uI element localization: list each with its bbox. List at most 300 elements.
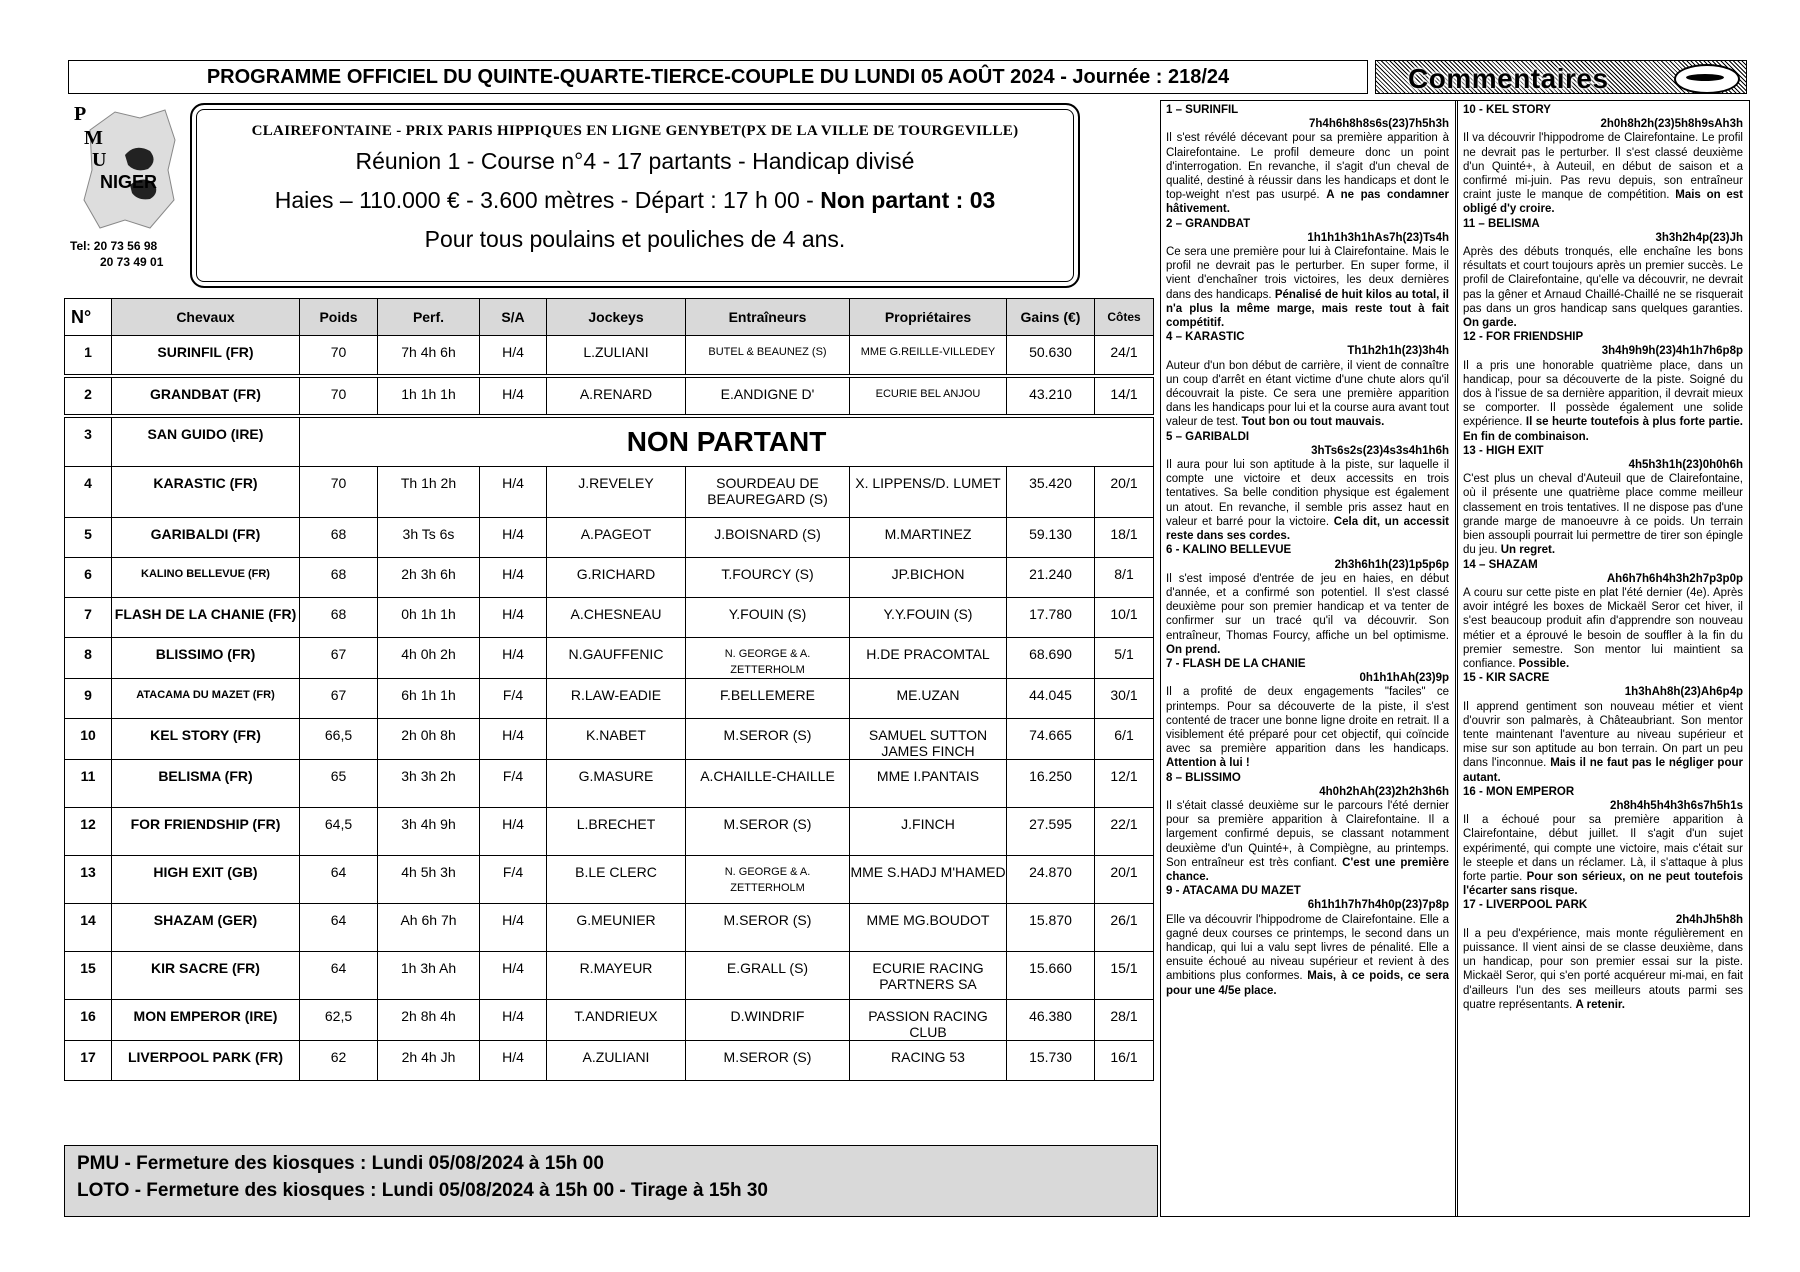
comment-horse-title: 11 – BELISMA: [1463, 217, 1540, 230]
trainer: Y.FOUIN (S): [686, 598, 850, 638]
comment-text: [1166, 685, 1449, 770]
comment-verdict: On garde.: [1463, 317, 1517, 330]
comment-body: Il s'est révélé décevant pour sa première apparition à Clairefontaine. Le profil demeure donc un point d'interrogation. En revanche, il s'agit d'un cheval de qualité, destiné à réussir dans les handicaps et dont le top-weight n'est pas usurpé.: [1166, 132, 1449, 202]
comments-panel: [1160, 100, 1750, 1217]
owner: JP.BICHON: [850, 558, 1007, 598]
runner-number: 4: [65, 467, 112, 518]
non-partant-label: NON PARTANT: [300, 416, 1154, 467]
comment-perf-record: Ah6h7h6h4h3h2h7p3p0p: [1606, 572, 1743, 585]
owner: Y.Y.FOUIN (S): [850, 598, 1007, 638]
weight: 64,5: [300, 808, 378, 856]
comment-text: [1463, 472, 1743, 557]
footer-pmu: PMU - Fermeture des kiosques : Lundi 05/08/2024 à 15h 00: [77, 1153, 604, 1174]
table-row: [65, 416, 1154, 467]
earnings: 15.660: [1007, 952, 1095, 1000]
horse-name: KARASTIC (FR): [112, 467, 300, 518]
sex-age: H/4: [480, 952, 547, 1000]
comment-verdict: Mais on est obligé d'y croire.: [1463, 189, 1743, 216]
comment-verdict: Cela dit, un accessit reste dans ses cordes.: [1166, 515, 1449, 543]
col-header-number: N°: [65, 299, 112, 336]
weight: 62: [300, 1041, 378, 1081]
earnings: 24.870: [1007, 856, 1095, 904]
jockey: K.NABET: [547, 719, 686, 760]
table-row: [65, 336, 1154, 376]
odds: 18/1: [1095, 518, 1154, 558]
page-title: PROGRAMME OFFICIEL DU QUINTE-QUARTE-TIERCE-COUPLE DU LUNDI 05 AOÛT 2024 - Journée : 218/24: [68, 60, 1368, 94]
comment-perf-record: 2h4hJh5h8h: [1675, 913, 1743, 926]
comment-body: Auteur d'un bon début de carrière, il vient de connaître un coup d'arrêt en étant victime d'une chute alors qu'il découvrait la piste. Ce sera une première apparition dans les handicaps pour lui et la course aura avant tout valeur de test.: [1166, 359, 1449, 429]
jockey: A.RENARD: [547, 376, 686, 416]
odds: 8/1: [1095, 558, 1154, 598]
performance: 2h 0h 8h: [378, 719, 480, 760]
sex-age: F/4: [480, 679, 547, 719]
logo-word-niger: NIGER: [100, 172, 158, 192]
odds: 22/1: [1095, 808, 1154, 856]
comment-horse-title: 10 - KEL STORY: [1463, 104, 1551, 116]
earnings: 59.130: [1007, 518, 1095, 558]
runner-number: 16: [65, 1000, 112, 1041]
runner-number: 3: [65, 416, 112, 467]
sex-age: H/4: [480, 376, 547, 416]
odds: 20/1: [1095, 467, 1154, 518]
runner-number: 13: [65, 856, 112, 904]
horse-name: KALINO BELLEVUE (FR): [112, 558, 300, 598]
jockey: G.RICHARD: [547, 558, 686, 598]
col-header-weight: Poids: [300, 299, 378, 336]
owner: MME MG.BOUDOT: [850, 904, 1007, 952]
horse-name: HIGH EXIT (GB): [112, 856, 300, 904]
odds: 28/1: [1095, 1000, 1154, 1041]
earnings: 17.780: [1007, 598, 1095, 638]
race-meeting: Réunion 1 - Course n°4 - 17 partants - Handicap divisé: [355, 148, 915, 174]
comment-text: [1166, 359, 1449, 430]
jockey: B.LE CLERC: [547, 856, 686, 904]
brand-logo-icon: [1674, 64, 1740, 94]
horse-name: BLISSIMO (FR): [112, 638, 300, 679]
odds: 12/1: [1095, 760, 1154, 808]
horse-name: KEL STORY (FR): [112, 719, 300, 760]
comment-horse-title: 14 – SHAZAM: [1463, 558, 1538, 571]
comment-body: Il a peu d'expérience, mais monte régulièrement en puissance. Il vient ainsi de se classe deuxième, dans un handicap, pour son premier essai sur la piste. Mickaël Seror, qui s'en porté acquéreur mi-mai, en fait d'ailleurs l'un des ses meilleurs atouts parmi ses quatre représentants.: [1463, 927, 1743, 1011]
runner-number: 15: [65, 952, 112, 1000]
comment-body: Il va découvrir l'hippodrome de Clairefontaine. Le profil ne devrait pas le perturber. Il s'est classé deuxième d'un Quinté+, à Auteuil, en début de saison et a confirmé mi-juin. Pas revu depuis, son entraîneur craint juste le manque de compétition.: [1463, 132, 1743, 202]
logo-letter-p: P: [74, 103, 87, 125]
comment-text: [1166, 799, 1449, 884]
trainer: M.SEROR (S): [686, 808, 850, 856]
comments-column-2: [1455, 101, 1749, 1216]
comment-body: Il a pris une honorable quatrième place, dans un handicap, pour sa découverte de la piste. Soigné du dos à l'issue de sa dernière apparition, il devrait mieux se comporter. Il possède également une solide expérience.: [1463, 359, 1743, 429]
comment-verdict: A ne pas condamner hâtivement.: [1166, 189, 1449, 216]
footer-loto: LOTO - Fermeture des kiosques : Lundi 05/08/2024 à 15h 00 - Tirage à 15h 30: [77, 1180, 768, 1201]
trainer: N. GEORGE & A. ZETTERHOLM: [686, 638, 850, 679]
runner-number: 12: [65, 808, 112, 856]
runner-number: 6: [65, 558, 112, 598]
odds: 26/1: [1095, 904, 1154, 952]
weight: 62,5: [300, 1000, 378, 1041]
jockey: A.ZULIANI: [547, 1041, 686, 1081]
trainer: E.GRALL (S): [686, 952, 850, 1000]
comment-horse-title: 8 – BLISSIMO: [1166, 771, 1241, 784]
odds: 20/1: [1095, 856, 1154, 904]
horse-name: GRANDBAT (FR): [112, 376, 300, 416]
performance: 7h 4h 6h: [378, 336, 480, 376]
odds: 6/1: [1095, 719, 1154, 760]
comment-text: [1166, 572, 1449, 657]
runner-number: 5: [65, 518, 112, 558]
sex-age: H/4: [480, 1041, 547, 1081]
jockey: J.REVELEY: [547, 467, 686, 518]
odds: 16/1: [1095, 1041, 1154, 1081]
comment-perf-record: 3h3h2h4p(23)Jh: [1655, 231, 1743, 244]
comment-verdict: Un regret.: [1500, 544, 1556, 557]
comment-entry: [1166, 657, 1449, 771]
owner: MME G.REILLE-VILLEDEY: [850, 336, 1007, 376]
performance: 3h Ts 6s: [378, 518, 480, 558]
comment-body: C'est plus un cheval d'Auteuil que de Clairefontaine, où il présente une quatrième place comme meilleur classement en trois tentatives. Il ne dispose pas d'une grande marge de manoeuvre à ce poids. Un terrain bien assoupli pourrait lui permettre de tirer son épingle du jeu.: [1463, 473, 1743, 557]
comment-perf-record: Th1h2h1h(23)3h4h: [1347, 345, 1449, 358]
runners-table: [64, 298, 1154, 1081]
sex-age: H/4: [480, 808, 547, 856]
sex-age: H/4: [480, 904, 547, 952]
table-row: [65, 518, 1154, 558]
sex-age: H/4: [480, 1000, 547, 1041]
runner-number: 17: [65, 1041, 112, 1081]
comment-body: A couru sur cette piste en plat l'été dernier (4e). Après avoir intégré les boxes de Mickaël Seror cet hiver, il s'est beaucoup produit afin d'apprendre son nouveau métier et a éprouvé le besoin de souffler à la fin du premier semestre. Son mentor lui maintient sa confiance.: [1463, 586, 1743, 670]
odds: 14/1: [1095, 376, 1154, 416]
horse-name: ATACAMA DU MAZET (FR): [112, 679, 300, 719]
comment-horse-title: 6 - KALINO BELLEVUE: [1166, 544, 1292, 557]
runner-number: 9: [65, 679, 112, 719]
trainer: N. GEORGE & A. ZETTERHOLM: [686, 856, 850, 904]
comment-entry: [1166, 771, 1449, 885]
phone-line-2: 20 73 49 01: [100, 255, 164, 269]
performance: 4h 5h 3h: [378, 856, 480, 904]
comment-text: [1463, 245, 1743, 330]
comment-perf-record: 2h8h4h5h4h3h6s7h5h1s: [1610, 799, 1743, 812]
trainer: M.SEROR (S): [686, 1041, 850, 1081]
col-header-horses: Chevaux: [112, 299, 300, 336]
col-header-owners: Propriétaires: [850, 299, 1007, 336]
sex-age: F/4: [480, 856, 547, 904]
jockey: T.ANDRIEUX: [547, 1000, 686, 1041]
runner-number: 10: [65, 719, 112, 760]
performance: 2h 3h 6h: [378, 558, 480, 598]
odds: 10/1: [1095, 598, 1154, 638]
trainer: T.FOURCY (S): [686, 558, 850, 598]
table-row: [65, 1000, 1154, 1041]
owner: X. LIPPENS/D. LUMET: [850, 467, 1007, 518]
weight: 66,5: [300, 719, 378, 760]
table-row: [65, 558, 1154, 598]
comment-horse-title: 16 - MON EMPEROR: [1463, 785, 1575, 798]
kiosk-closing-footer: [64, 1145, 1158, 1217]
comment-entry: [1463, 671, 1743, 785]
sex-age: H/4: [480, 638, 547, 679]
performance: 6h 1h 1h: [378, 679, 480, 719]
jockey: R.LAW-EADIE: [547, 679, 686, 719]
performance: 4h 0h 2h: [378, 638, 480, 679]
horse-name: FOR FRIENDSHIP (FR): [112, 808, 300, 856]
col-header-jockeys: Jockeys: [547, 299, 686, 336]
table-row: [65, 638, 1154, 679]
owner: ECURIE BEL ANJOU: [850, 376, 1007, 416]
col-header-trainers: Entraîneurs: [686, 299, 850, 336]
comment-body: Elle va découvrir l'hippodrome de Clairefontaine. Elle a gagné deux courses ce printemps, le second dans un handicap, qui lui a valu sept livres de pénalité. Elle a ensuite échoué au niveau supérieur et revient à des ambitions plus conformes.: [1166, 913, 1449, 983]
comment-body: Il s'était classé deuxième sur le parcours l'été dernier pour sa première apparition à Clairefontaine. Il a largement confirmé depuis, se classant notamment deuxième d'un Quinté+, à Compiègne, au printemps. Son entraîneur est très confiant.: [1166, 799, 1449, 869]
trainer: M.SEROR (S): [686, 904, 850, 952]
owner: RACING 53: [850, 1041, 1007, 1081]
comments-column-1: [1161, 101, 1455, 1216]
comment-text: [1463, 813, 1743, 898]
comment-body: Il a échoué pour sa première apparition à Clairefontaine, début juillet. Il s'agit d'un sujet expérimenté, qui compte une victoire, mais c'était sur le steeple et dans un réclamer. Là, il s'attaque à plus forte partie.: [1463, 814, 1743, 883]
non-partant-note: Non partant : 03: [820, 187, 996, 213]
table-row: [65, 467, 1154, 518]
comment-horse-title: 5 – GARIBALDI: [1166, 430, 1250, 443]
weight: 68: [300, 518, 378, 558]
comment-text: [1166, 458, 1449, 543]
owner: ECURIE RACING PARTNERS SA: [850, 952, 1007, 1000]
comment-perf-record: 4h5h3h1h(23)0h0h6h: [1628, 459, 1743, 472]
weight: 67: [300, 638, 378, 679]
table-row: [65, 952, 1154, 1000]
comment-perf-record: 2h0h8h2h(23)5h8h9sAh3h: [1600, 118, 1743, 131]
earnings: 15.730: [1007, 1041, 1095, 1081]
runner-number: 2: [65, 376, 112, 416]
race-venue-prize: CLAIREFONTAINE - PRIX PARIS HIPPIQUES EN LIGNE GENYBET(PX DE LA VILLE DE TOURGEVILLE): [251, 123, 1019, 139]
comment-verdict: Pénalisé de huit kilos au total, il n'a plus la même marge, mais reste tout à fait compétitif.: [1166, 288, 1449, 330]
weight: 68: [300, 598, 378, 638]
comment-perf-record: 3hTs6s2s(23)4s3s4h1h6h: [1311, 444, 1449, 457]
comment-verdict: A retenir.: [1575, 998, 1625, 1011]
comment-horse-title: 9 - ATACAMA DU MAZET: [1166, 885, 1301, 898]
comment-horse-title: 1 – SURINFIL: [1166, 104, 1239, 116]
logo-letter-m: M: [84, 127, 103, 149]
comment-perf-record: 1h1h1h3h1hAs7h(23)Ts4h: [1307, 231, 1449, 244]
comment-text: [1463, 586, 1743, 671]
comment-entry: [1166, 884, 1449, 998]
comment-perf-record: 7h4h6h8h8s6s(23)7h5h3h: [1309, 118, 1449, 131]
odds: 5/1: [1095, 638, 1154, 679]
table-row: [65, 760, 1154, 808]
jockey: L.BRECHET: [547, 808, 686, 856]
comment-text: [1166, 245, 1449, 330]
table-row: [65, 679, 1154, 719]
owner: M.MARTINEZ: [850, 518, 1007, 558]
comment-verdict: Attention à lui !: [1166, 757, 1250, 770]
race-eligibility: Pour tous poulains et pouliches de 4 ans.: [424, 226, 846, 252]
runner-number: 1: [65, 336, 112, 376]
comment-text: [1463, 359, 1743, 444]
table-row: [65, 904, 1154, 952]
comment-horse-title: 12 - FOR FRIENDSHIP: [1463, 331, 1584, 344]
comment-body: Il s'est imposé d'entrée de jeu en haies, en début d'année, et a confirmé son potentiel. Il s'est classé deuxième pour son premier handicap et va tenter de confirmer sur un tracé qu'il va découvrir. Son entraîneur, Thomas Fourcy, affiche un bel optimisme.: [1166, 572, 1449, 642]
trainer: E.ANDIGNE D': [686, 376, 850, 416]
trainer: D.WINDRIF: [686, 1000, 850, 1041]
comment-perf-record: 4h0h2hAh(23)2h2h3h6h: [1319, 785, 1449, 798]
comment-entry: [1463, 785, 1743, 899]
comment-verdict: Possible.: [1518, 657, 1570, 670]
comment-body: Ce sera une première pour lui à Clairefontaine. Mais le profil ne devrait pas le perturber. En super forme, il vient d'enchaîner trois victoires, les deux dernières dans des handicaps.: [1166, 246, 1449, 301]
runner-number: 14: [65, 904, 112, 952]
comment-entry: [1463, 558, 1743, 672]
table-row: [65, 376, 1154, 416]
comment-verdict: Mais, à ce poids, ce sera pour une 4/5e place.: [1166, 970, 1449, 997]
earnings: 46.380: [1007, 1000, 1095, 1041]
horse-name: KIR SACRE (FR): [112, 952, 300, 1000]
performance: Ah 6h 7h: [378, 904, 480, 952]
trainer: F.BELLEMERE: [686, 679, 850, 719]
comment-verdict: Il se heurte toutefois à plus forte partie. En fin de combinaison.: [1463, 416, 1743, 443]
earnings: 16.250: [1007, 760, 1095, 808]
sex-age: H/4: [480, 336, 547, 376]
comment-entry: [1463, 898, 1743, 1012]
jockey: G.MASURE: [547, 760, 686, 808]
race-conditions: [192, 187, 1078, 214]
phone-line-1: Tel: 20 73 56 98: [70, 239, 158, 253]
performance: 1h 3h Ah: [378, 952, 480, 1000]
comment-entry: [1463, 444, 1743, 558]
weight: 70: [300, 467, 378, 518]
race-info-box: [190, 103, 1080, 288]
sex-age: H/4: [480, 598, 547, 638]
horse-name: SURINFIL (FR): [112, 336, 300, 376]
logo-letter-u: U: [92, 149, 107, 171]
weight: 70: [300, 376, 378, 416]
earnings: 44.045: [1007, 679, 1095, 719]
jockey: L.ZULIANI: [547, 336, 686, 376]
comment-horse-title: 7 - FLASH DE LA CHANIE: [1166, 657, 1306, 670]
horse-name: MON EMPEROR (IRE): [112, 1000, 300, 1041]
jockey: R.MAYEUR: [547, 952, 686, 1000]
comment-perf-record: 3h4h9h9h(23)4h1h7h6p8p: [1601, 345, 1743, 358]
performance: 3h 4h 9h: [378, 808, 480, 856]
trainer: J.BOISNARD (S): [686, 518, 850, 558]
comment-body: Il a profité de deux engagements "faciles" ce printemps. Pour sa découverte de la piste, il s'est contenté de tracer une bonne ligne droite en retrait. Il a visiblement été préparé pour cet objectif, qui coïncide avec sa première apparition dans les handicaps.: [1166, 686, 1449, 756]
comment-horse-title: 4 – KARASTIC: [1166, 331, 1245, 344]
comment-verdict: Pour son sérieux, on ne peut toutefois l'écarter sans risque.: [1463, 870, 1744, 898]
earnings: 27.595: [1007, 808, 1095, 856]
owner: SAMUEL SUTTON JAMES FINCH: [850, 719, 1007, 760]
comment-body: Il aura pour lui son aptitude à la piste, sur laquelle il compte une victoire et deux accessits en trois tentatives. Sa belle condition physique est également un atout. En revanche, il semble pris assez haut en valeur et barré pour la victoire.: [1166, 459, 1449, 528]
comments-title: Commentaires: [1408, 63, 1609, 94]
owner: H.DE PRACOMTAL: [850, 638, 1007, 679]
owner: MME S.HADJ M'HAMED: [850, 856, 1007, 904]
earnings: 35.420: [1007, 467, 1095, 518]
jockey: N.GAUFFENIC: [547, 638, 686, 679]
earnings: 50.630: [1007, 336, 1095, 376]
comment-perf-record: 1h3hAh8h(23)Ah6p4p: [1624, 686, 1743, 699]
owner: MME I.PANTAIS: [850, 760, 1007, 808]
comment-entry: [1166, 217, 1449, 331]
runner-number: 11: [65, 760, 112, 808]
weight: 64: [300, 856, 378, 904]
horse-name: SHAZAM (GER): [112, 904, 300, 952]
odds: 30/1: [1095, 679, 1154, 719]
comment-verdict: C'est une première chance.: [1166, 856, 1449, 883]
comment-horse-title: 2 – GRANDBAT: [1166, 217, 1251, 230]
comment-perf-record: 2h3h6h1h(23)1p5p6p: [1334, 558, 1449, 571]
owner: PASSION RACING CLUB: [850, 1000, 1007, 1041]
comment-horse-title: 15 - KIR SACRE: [1463, 672, 1550, 685]
earnings: 68.690: [1007, 638, 1095, 679]
horse-name: LIVERPOOL PARK (FR): [112, 1041, 300, 1081]
contact-phone: [70, 238, 163, 270]
comment-verdict: On prend.: [1166, 643, 1221, 656]
table-row: [65, 808, 1154, 856]
sex-age: F/4: [480, 760, 547, 808]
comment-body: Il apprend gentiment son nouveau métier et vient d'ouvrir son palmarès, à Châteaubriant. Son mentor tente maintenant l'aventure au niveau supérieur et mise sur son aptitude au bon terrain. On part un peu dans l'inconnue.: [1463, 700, 1743, 770]
earnings: 15.870: [1007, 904, 1095, 952]
trainer: BUTEL & BEAUNEZ (S): [686, 336, 850, 376]
weight: 67: [300, 679, 378, 719]
col-header-earnings: Gains (€): [1007, 299, 1095, 336]
comment-perf-record: 0h1h1hAh(23)9p: [1359, 672, 1449, 685]
pmu-niger-logo: [70, 100, 180, 240]
comment-text: [1463, 927, 1743, 1012]
comment-entry: [1463, 330, 1743, 444]
race-conditions-text: Haies – 110.000 € - 3.600 mètres - Départ : 17 h 00 -: [274, 187, 821, 213]
weight: 65: [300, 760, 378, 808]
comment-entry: [1166, 430, 1449, 544]
comment-entry: [1166, 103, 1449, 217]
weight: 68: [300, 558, 378, 598]
performance: Th 1h 2h: [378, 467, 480, 518]
runner-number: 8: [65, 638, 112, 679]
comment-verdict: Tout bon ou tout mauvais.: [1241, 416, 1385, 429]
comment-entry: [1166, 330, 1449, 429]
comment-perf-record: 6h1h1h7h7h4h0p(23)7p8p: [1307, 899, 1449, 912]
owner: ME.UZAN: [850, 679, 1007, 719]
comment-text: [1463, 700, 1743, 785]
earnings: 43.210: [1007, 376, 1095, 416]
weight: 64: [300, 952, 378, 1000]
comment-text: [1166, 131, 1449, 216]
table-row: [65, 1041, 1154, 1081]
weight: 64: [300, 904, 378, 952]
sex-age: H/4: [480, 467, 547, 518]
earnings: 74.665: [1007, 719, 1095, 760]
performance: 3h 3h 2h: [378, 760, 480, 808]
performance: 2h 8h 4h: [378, 1000, 480, 1041]
sex-age: H/4: [480, 558, 547, 598]
earnings: 21.240: [1007, 558, 1095, 598]
horse-name: FLASH DE LA CHANIE (FR): [112, 598, 300, 638]
owner: J.FINCH: [850, 808, 1007, 856]
comment-text: [1166, 913, 1449, 998]
sex-age: H/4: [480, 518, 547, 558]
trainer: M.SEROR (S): [686, 719, 850, 760]
jockey: G.MEUNIER: [547, 904, 686, 952]
comments-header: [1375, 60, 1747, 94]
horse-name: SAN GUIDO (IRE): [112, 416, 300, 467]
performance: 2h 4h Jh: [378, 1041, 480, 1081]
table-header: [65, 299, 1154, 336]
comment-horse-title: 17 - LIVERPOOL PARK: [1463, 899, 1588, 912]
weight: 70: [300, 336, 378, 376]
comment-entry: [1463, 217, 1743, 331]
comment-entry: [1463, 103, 1743, 217]
col-header-sex-age: S/A: [480, 299, 547, 336]
jockey: A.CHESNEAU: [547, 598, 686, 638]
runner-number: 7: [65, 598, 112, 638]
table-row: [65, 856, 1154, 904]
horse-name: BELISMA (FR): [112, 760, 300, 808]
sex-age: H/4: [480, 719, 547, 760]
performance: 0h 1h 1h: [378, 598, 480, 638]
trainer: SOURDEAU DE BEAUREGARD (S): [686, 467, 850, 518]
table-row: [65, 719, 1154, 760]
comment-text: [1463, 131, 1743, 216]
